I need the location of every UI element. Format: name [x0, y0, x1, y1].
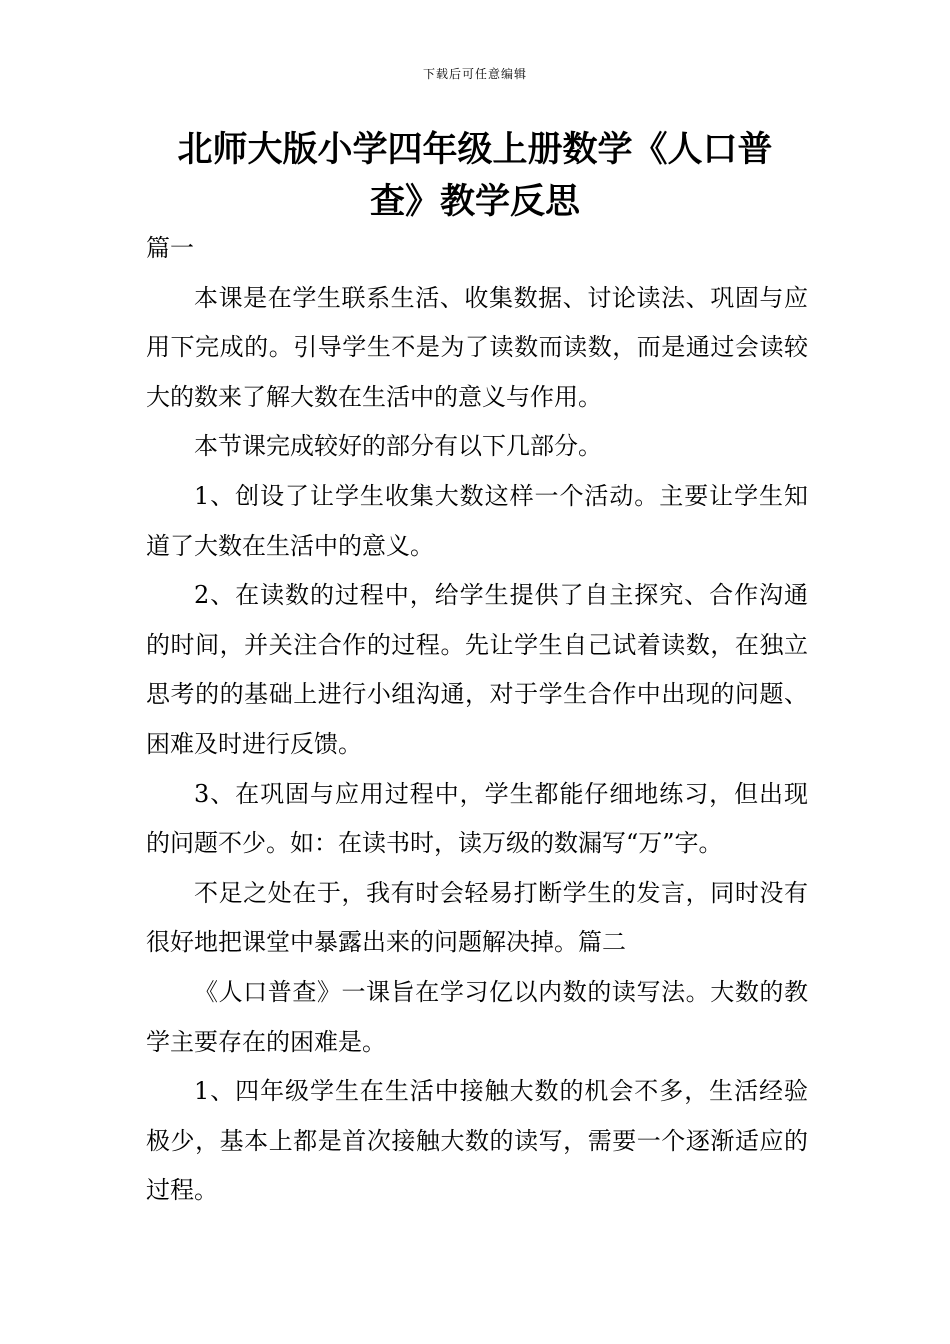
- paragraph-point-2: 2、在读数的过程中，给学生提供了自主探究、合作沟通的时间，并关注合作的过程。先让学生自己试着读数，在独立思考的的基础上进行小组沟通，对于学生合作中出现的问题、困难及时进行反馈。: [146, 581, 808, 758]
- paragraph-point-1: 1、创设了让学生收集大数这样一个活动。主要让学生知道了大数在生活中的意义。: [146, 481, 808, 560]
- document-title: 北师大版小学四年级上册数学《人口普查》教学反思: [177, 130, 773, 222]
- paragraph-difficulty-1: 1、四年级学生在生活中接触大数的机会不多，生活经验极少，基本上都是首次接触大数的读写，需要一个逐渐适应的过程。: [146, 1077, 808, 1205]
- section-label-part-one: 篇一: [146, 234, 194, 262]
- paragraph-good-parts: 本节课完成较好的部分有以下几部分。: [194, 432, 602, 461]
- paragraph-point-3: 3、在巩固与应用过程中，学生都能仔细地练习，但出现的问题不少。如：在读书时，读万级的数漏写“万”字。: [146, 779, 808, 858]
- paragraph-shortcomings: 不足之处在于，我有时会轻易打断学生的发言，同时没有很好地把课堂中暴露出来的问题解决掉。篇二: [146, 878, 808, 957]
- page-header-note: 下载后可任意编辑: [422, 67, 527, 81]
- document-body: [146, 224, 808, 1216]
- paragraph-intro: 本课是在学生联系生活、收集数据、讨论读法、巩固与应用下完成的。引导学生不是为了读数而读数，而是通过会读较大的数来了解大数在生活中的意义与作用。: [146, 283, 808, 411]
- paragraph-part-two-intro: 《人口普查》一课旨在学习亿以内数的读写法。大数的教学主要存在的困难是。: [146, 977, 808, 1056]
